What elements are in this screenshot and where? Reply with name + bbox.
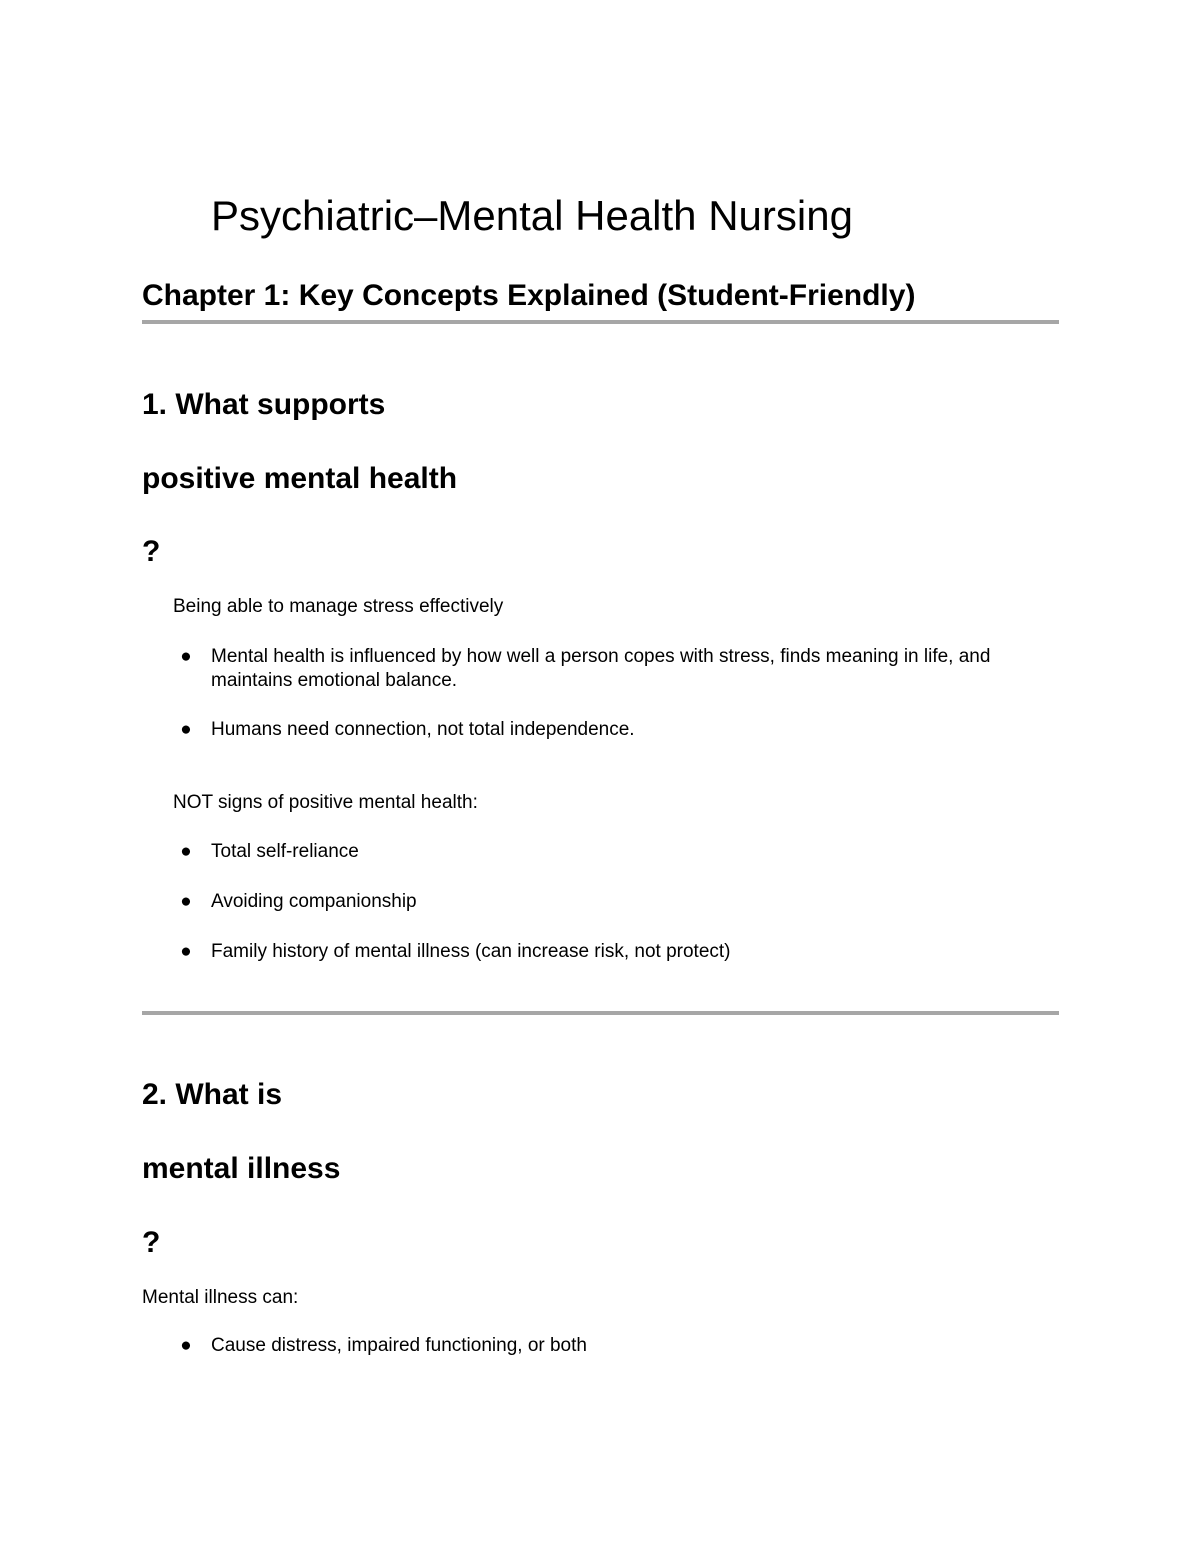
chapter-divider [142, 320, 1059, 324]
list-item-text: Mental health is influenced by how well a person copes with stress, finds meaning in life, and maintains emotional balance. [211, 646, 991, 691]
list-item-text: Humans need connection, not total independence. [211, 719, 635, 740]
section-2-heading-line-1: 2. What is [142, 1078, 283, 1111]
bullet-icon: ● [180, 719, 192, 740]
bullet-icon: ● [180, 941, 192, 962]
section-2-heading-line-2: mental illness [142, 1152, 341, 1185]
section-2-intro: Mental illness can: [142, 1287, 299, 1308]
section-1-heading-line-1: 1. What supports [142, 388, 386, 421]
list-item-text: Family history of mental illness (can increase risk, not protect) [211, 941, 731, 962]
section-2-heading-line-3: ? [142, 1226, 161, 1259]
list-item-text: Cause distress, impaired functioning, or both [211, 1335, 587, 1356]
list-item-text: Avoiding companionship [211, 891, 417, 912]
section-1-heading-line-3: ? [142, 535, 161, 568]
chapter-heading: Chapter 1: Key Concepts Explained (Student-Friendly) [142, 279, 916, 312]
document-title: Psychiatric–Mental Health Nursing [211, 192, 853, 239]
bullet-icon: ● [180, 891, 192, 912]
section-1-heading-line-2: positive mental health [142, 462, 458, 495]
not-signs-label: NOT signs of positive mental health: [173, 792, 478, 813]
bullet-icon: ● [180, 1335, 192, 1356]
bullet-icon: ● [180, 841, 192, 862]
section-1-intro: Being able to manage stress effectively [173, 596, 504, 617]
bullet-icon: ● [180, 646, 192, 667]
list-item-text: Total self-reliance [211, 841, 359, 862]
section-divider [142, 1011, 1059, 1015]
